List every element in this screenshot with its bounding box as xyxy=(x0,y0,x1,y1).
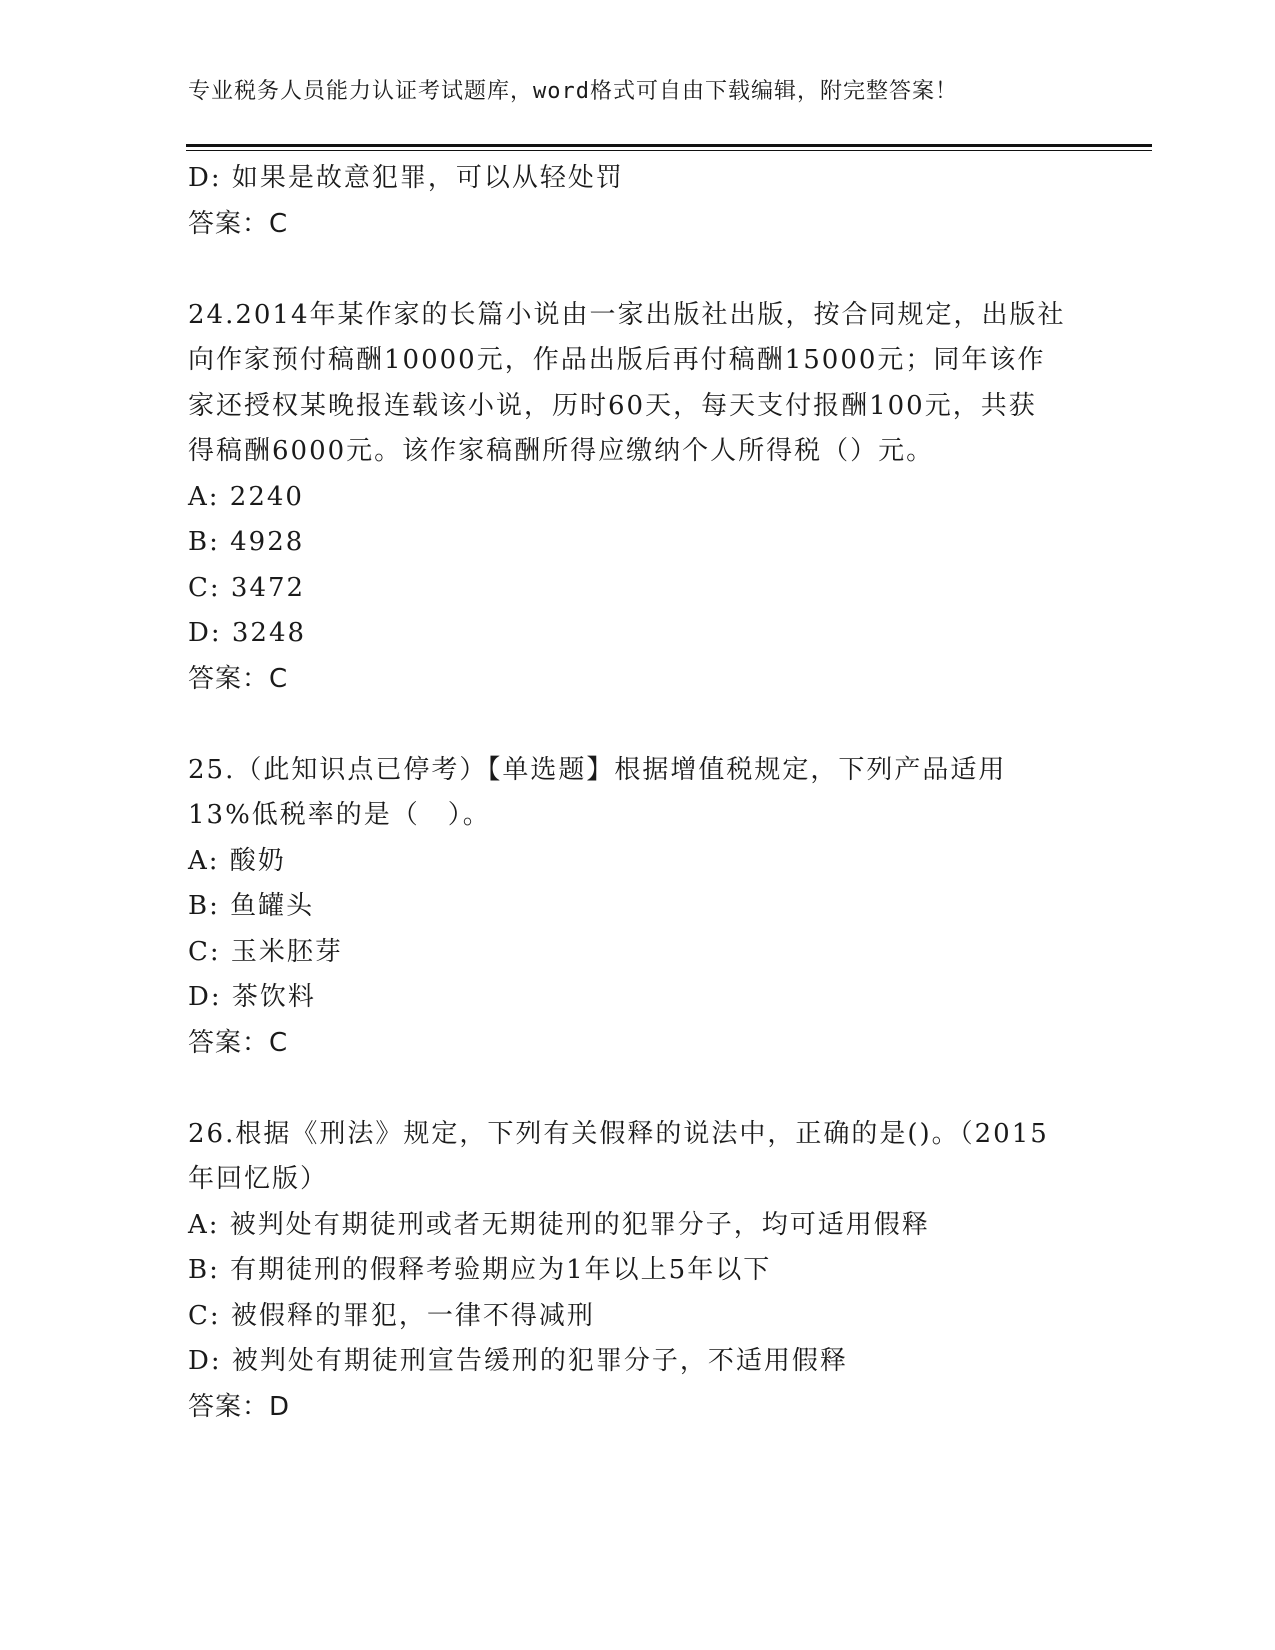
question-stem-line: 得稿酬6000元。该作家稿酬所得应缴纳个人所得税（）元。 xyxy=(188,436,935,466)
option-c: C: 被假释的罪犯，一律不得减刑 xyxy=(188,1300,595,1331)
option-b: B: 鱼罐头 xyxy=(188,891,315,921)
document-body xyxy=(188,156,1128,1430)
question-stem-line: 向作家预付稿酬10000元，作品出版后再付稿酬15000元；同年该作 xyxy=(188,345,1046,375)
option-d: D: 茶饮料 xyxy=(188,982,316,1012)
option-c: C: 玉米胚芽 xyxy=(188,936,343,967)
option-d: D: 如果是故意犯罪，可以从轻处罚 xyxy=(188,163,624,193)
option-a: A: 被判处有期徒刑或者无期徒刑的犯罪分子，均可适用假释 xyxy=(188,1209,930,1240)
option-b: B: 有期徒刑的假释考验期应为1年以上5年以下 xyxy=(188,1255,772,1285)
question-stem-line: 25.（此知识点已停考）【单选题】根据增值税规定，下列产品适用 xyxy=(188,754,1007,785)
option-d: D: 3248 xyxy=(188,618,307,648)
header-rule-thin xyxy=(186,150,1152,151)
answer-line: 答案：C xyxy=(188,1027,289,1058)
option-d: D: 被判处有期徒刑宣告缓刑的犯罪分子，不适用假释 xyxy=(188,1346,848,1376)
question-stem-line: 13%低税率的是（ ）。 xyxy=(188,800,491,830)
question-25 xyxy=(188,748,1128,1067)
spacer xyxy=(188,247,1128,293)
question-24 xyxy=(188,293,1128,703)
question-stem-line: 26.根据《刑法》规定，下列有关假释的说法中，正确的是()。（2015 xyxy=(188,1118,1049,1149)
page-header: 专业税务人员能力认证考试题库，word格式可自由下载编辑，附完整答案！ xyxy=(188,79,958,104)
answer-line: 答案：C xyxy=(188,208,289,239)
header-rule-thick xyxy=(186,144,1152,147)
spacer xyxy=(188,1066,1128,1112)
question-stem-line: 家还授权某晚报连载该小说，历时60天，每天支付报酬100元，共获 xyxy=(188,390,1037,421)
option-c: C: 3472 xyxy=(188,572,306,603)
question-stem-line: 24.2014年某作家的长篇小说由一家出版社出版，按合同规定，出版社 xyxy=(188,299,1066,330)
question-26 xyxy=(188,1112,1128,1431)
option-b: B: 4928 xyxy=(188,527,305,557)
previous-question-tail xyxy=(188,156,1128,247)
option-a: A: 酸奶 xyxy=(188,845,286,876)
question-stem-line: 年回忆版） xyxy=(188,1164,329,1194)
answer-line: 答案：D xyxy=(188,1391,291,1422)
answer-line: 答案：C xyxy=(188,663,289,694)
spacer xyxy=(188,702,1128,748)
option-a: A: 2240 xyxy=(188,481,304,512)
